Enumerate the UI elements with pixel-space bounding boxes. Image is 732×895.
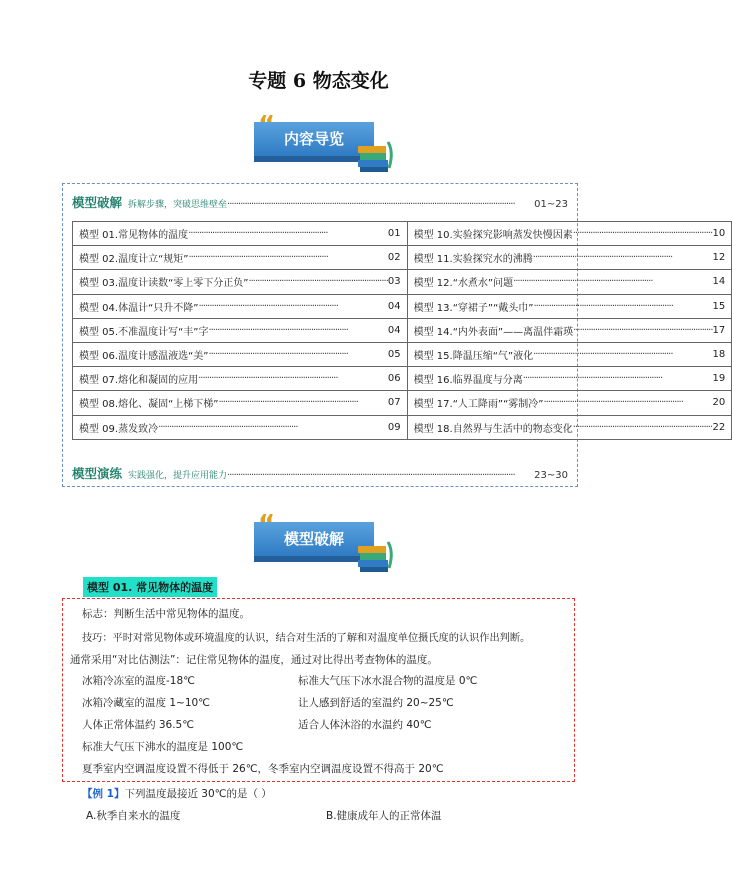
- toc-section-models[interactable]: 模型破解 拆解步骤，突破思维壁垒 ···································································································································· 01~23: [72, 195, 568, 210]
- toc-item[interactable]: 模型 08.熔化、凝固“上梯下梯” ································································ 07: [73, 391, 408, 415]
- books-icon: [356, 138, 396, 174]
- model-box: [62, 598, 575, 782]
- toc-section-label: 模型破解: [72, 195, 123, 210]
- books-icon: [356, 538, 396, 574]
- toc-item[interactable]: 模型 07.熔化和凝固的应用 ································································ 06: [73, 367, 408, 391]
- toc-section-subtitle: 实践强化，提升应用能力: [128, 471, 228, 481]
- toc-item[interactable]: 模型 02.温度计立“规矩” ································································ 02: [73, 246, 408, 270]
- toc-item[interactable]: 模型 06.温度计感温液选“美” ································································ 05: [73, 342, 408, 366]
- toc-item[interactable]: 模型 16.临界温度与分离 ································································ 19: [407, 367, 732, 391]
- fact: 冰箱冷藏室的温度 1~10℃: [82, 697, 210, 709]
- toc-section-subtitle: 拆解步骤，突破思维壁垒: [128, 200, 228, 210]
- example-tag: 【例 1】: [82, 788, 125, 800]
- fact: 标准大气压下沸水的温度是 100℃: [82, 741, 244, 753]
- toc-item[interactable]: 模型 09.蒸发致冷 ································································ 09: [73, 415, 408, 439]
- fact: 人体正常体温约 36.5℃: [82, 719, 195, 731]
- fact: 冰箱冷冻室的温度-18℃: [82, 675, 195, 687]
- model-tip-cont: 通常采用“对比估测法”：记住常见物体的温度，通过对比得出考查物体的温度。: [70, 654, 438, 666]
- toc-item[interactable]: 模型 18.自然界与生活中的物态变化 ································································ 22: [407, 415, 732, 439]
- toc-section-pages: 01~23: [534, 199, 568, 210]
- toc-section-practice[interactable]: 模型演练 实践强化，提升应用能力 ···································································································································· 23~30: [72, 466, 568, 481]
- toc-table: [72, 221, 732, 440]
- toc-item[interactable]: 模型 12.“水煮水”问题 ································································ 14: [407, 270, 732, 294]
- fact: 夏季室内空调温度设置不得低于 26℃，冬季室内空调温度设置不得高于 20℃: [82, 763, 444, 775]
- toc-item[interactable]: 模型 14.“内外表面”——离温伴霜瑛 ································································ 17: [407, 318, 732, 342]
- option-a[interactable]: A.秋季自来水的温度: [86, 810, 181, 822]
- fact: 标准大气压下冰水混合物的温度是 0℃: [298, 675, 478, 687]
- toc-section-pages: 23~30: [534, 470, 568, 481]
- toc-item[interactable]: 模型 13.“穿裙子”“戴头巾” ································································ 15: [407, 294, 732, 318]
- toc-item[interactable]: 模型 05.不准温度计写“丰”字 ································································ 04: [73, 318, 408, 342]
- model-tag: 模型 01. 常见物体的温度: [83, 577, 217, 597]
- toc-item[interactable]: 模型 04.体温计“只升不降” ································································ 04: [73, 294, 408, 318]
- fact: 适合人体沐浴的水温约 40℃: [298, 719, 432, 731]
- example: [82, 786, 272, 801]
- page-title: 专题 6 物态变化: [248, 70, 389, 92]
- banner-models: 模型破解: [254, 522, 374, 562]
- example-question: 下列温度最接近 30℃的是（ ）: [124, 788, 272, 800]
- toc-item[interactable]: 模型 17.“人工降雨”“雾制冷” ································································ 20: [407, 391, 732, 415]
- toc-item[interactable]: 模型 01.常见物体的温度 ································································ 01: [73, 222, 408, 246]
- model-tip: 技巧：平时对常见物体或环境温度的认识，结合对生活的了解和对温度单位摄氏度的认识作出判断。: [82, 633, 531, 644]
- banner-toc: 内容导览: [254, 122, 374, 162]
- toc-section-label: 模型演练: [72, 466, 123, 481]
- fact: 让人感到舒适的室温约 20~25℃: [298, 697, 454, 709]
- toc-item[interactable]: 模型 11.实验探究水的沸腾 ································································ 12: [407, 246, 732, 270]
- toc-item[interactable]: 模型 03.温度计读数“零上零下分正负” ································································ 03: [73, 270, 408, 294]
- toc-item[interactable]: 模型 10.实验探究影响蒸发快慢因素 ································································ 10: [407, 222, 732, 246]
- option-b[interactable]: B.健康成年人的正常体温: [326, 810, 442, 822]
- model-sign: 标志：判断生活中常见物体的温度。: [82, 608, 250, 620]
- toc-item[interactable]: 模型 15.降温压缩“气”液化 ································································ 18: [407, 342, 732, 366]
